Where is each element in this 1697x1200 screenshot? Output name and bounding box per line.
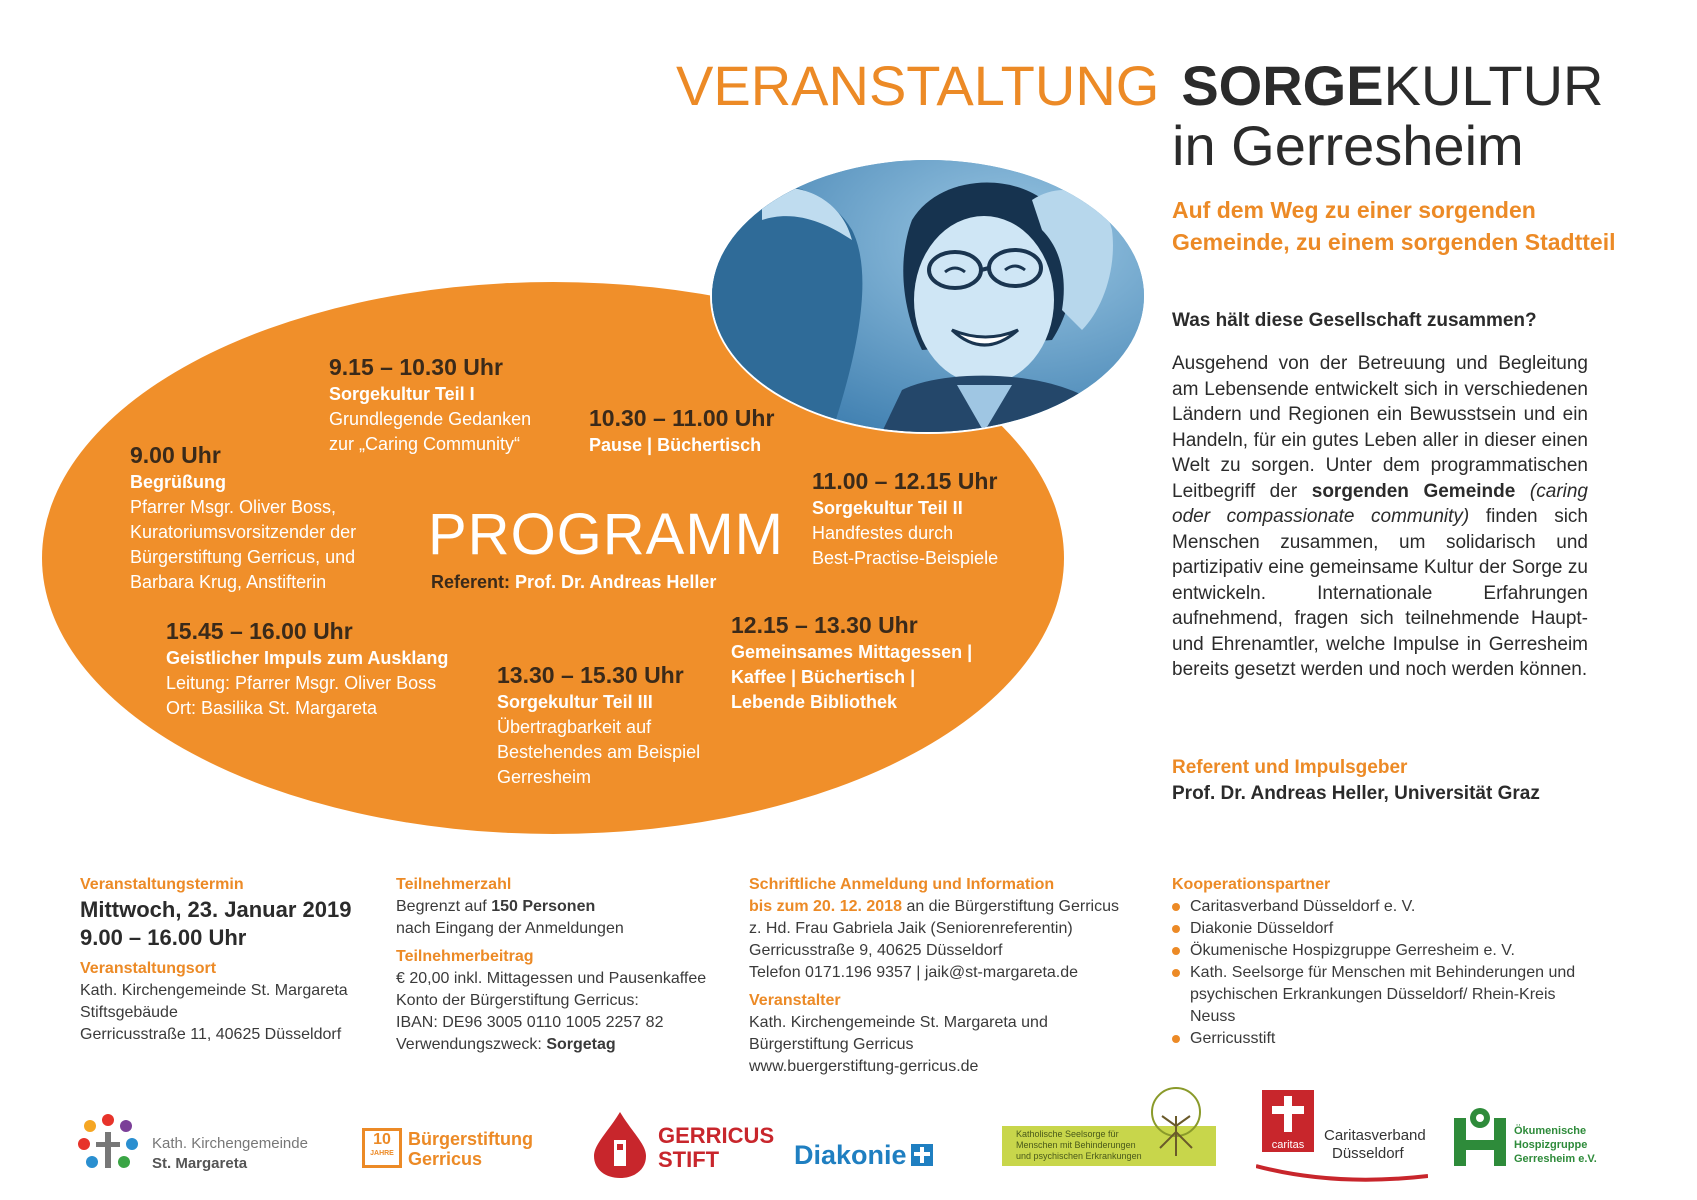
kirche-line-2: St. Margareta — [152, 1155, 248, 1172]
program-time: 12.15 – 13.30 Uhr — [731, 612, 918, 638]
gerricus-line-1: GERRICUS — [658, 1123, 775, 1148]
info-kooperation — [1172, 874, 1592, 1050]
program-line: zur „Caring Community“ — [329, 434, 521, 454]
program-line: Grundlegende Gedanken — [329, 409, 532, 429]
buerger-line-2: Gerricus — [408, 1149, 483, 1169]
anmeldung-line: z. Hd. Frau Gabriela Jaik (Seniorenreferentin) — [749, 920, 1073, 937]
koop-item: Ökumenische Hospizgruppe Gerresheim e. V. — [1172, 940, 1592, 962]
caritas-box — [1262, 1090, 1314, 1152]
anmeldung-rest: an die Bürgerstiftung Gerricus — [906, 898, 1119, 915]
referent-name: Prof. Dr. Andreas Heller — [515, 572, 717, 592]
program-subtitle: Lebende Bibliothek — [731, 692, 898, 712]
body-paragraph-3: Internationale Erfahrungen aufnehmend, fragen sich teilnehmende Haupt- und Ehrenamtler, welche Impulse in Gerresheim bereits gesetzt werden und noch werden können. — [1172, 582, 1588, 680]
subtitle — [1172, 194, 1615, 258]
zweck-label: Verwendungszweck: — [396, 1036, 542, 1053]
program-title: PROGRAMM — [428, 502, 784, 567]
veranstalter-line: Kath. Kirchengemeinde St. Margareta und — [749, 1014, 1048, 1031]
hospiz-line: Ökumenische — [1514, 1125, 1587, 1137]
ort-line: Kath. Kirchengemeinde St. Margareta — [80, 982, 348, 999]
program-subtitle: Begrüßung — [130, 472, 226, 492]
question-heading: Was hält diese Gesellschaft zusammen? — [1172, 310, 1537, 331]
buerger-badge-sub: JAHRE — [370, 1150, 394, 1157]
termin-date: Mittwoch, 23. Januar 2019 — [80, 897, 352, 922]
title-kultur: KULTUR — [1383, 54, 1604, 117]
gerricus-line-2: STIFT — [658, 1147, 720, 1172]
info-termin — [80, 874, 351, 1046]
beitrag-line: € 20,00 inkl. Mittagessen und Pausenkaffee — [396, 970, 707, 987]
program-subtitle: Geistlicher Impuls zum Ausklang — [166, 648, 449, 668]
anmeldung-deadline: bis zum 20. 12. 2018 — [749, 898, 902, 915]
buerger-badge — [362, 1128, 402, 1168]
gerricus-drop-icon — [592, 1112, 648, 1178]
program-time: 9.00 Uhr — [130, 442, 221, 468]
program-time: 11.00 – 12.15 Uhr — [812, 468, 998, 494]
anmeldung-line: Gerricusstraße 9, 40625 Düsseldorf — [749, 942, 1003, 959]
body-text — [1172, 351, 1588, 683]
zweck-value: Sorgetag — [546, 1036, 616, 1053]
seelsorge-line: und psychischen Erkrankungen — [1016, 1151, 1142, 1161]
program-subtitle: Sorgekultur Teil II — [812, 498, 963, 518]
diakonie-cross-icon — [911, 1144, 933, 1166]
caritas-line-1: Caritasverband — [1324, 1127, 1426, 1144]
title-veranstaltung: VERANSTALTUNG — [676, 54, 1160, 117]
kirche-line-1: Kath. Kirchengemeinde — [152, 1135, 308, 1152]
caritas-cross-icon — [1262, 1090, 1314, 1138]
anmeldung-line-1 — [749, 896, 1119, 918]
referent-heading: Referent und Impulsgeber — [1172, 757, 1408, 778]
program-subtitle: Pause | Büchertisch — [589, 435, 762, 455]
teilnehmer-heading: Teilnehmerzahl — [396, 876, 512, 893]
kirchengemeinde-icon — [76, 1110, 140, 1174]
program-line: Leitung: Pfarrer Msgr. Oliver Boss — [166, 673, 437, 693]
termin-heading: Veranstaltungstermin — [80, 876, 244, 893]
hospiz-line: Gerresheim e.V. — [1514, 1153, 1597, 1165]
veranstalter-link[interactable]: www.buergerstiftung-gerricus.de — [749, 1058, 979, 1075]
title-sorge: SORGE — [1181, 54, 1384, 117]
koop-item: Kath. Seelsorge für Menschen mit Behinderungen und psychischen Erkrankungen Düsseldorf/ Rhein-Kreis Neuss — [1172, 962, 1580, 1028]
program-subtitle: Kaffee | Büchertisch | — [731, 667, 916, 687]
info-teilnehmer — [396, 874, 706, 1056]
subtitle-line-2: Gemeinde, zu einem sorgenden Stadtteil — [1172, 229, 1616, 255]
beitrag-line: IBAN: DE96 3005 0110 1005 2257 82 — [396, 1014, 664, 1031]
program-time: 15.45 – 16.00 Uhr — [166, 618, 353, 644]
program-item-1 — [130, 440, 356, 595]
teilnehmer-line-1 — [396, 896, 706, 918]
program-subtitle: Sorgekultur Teil I — [329, 384, 475, 404]
logo-diakonie — [794, 1140, 933, 1170]
ort-line: Stiftsgebäude — [80, 1004, 178, 1021]
body-paragraph-2-bold: sorgenden Gemeinde — [1311, 480, 1516, 502]
koop-item: Diakonie Düsseldorf — [1172, 918, 1592, 940]
program-time: 13.30 – 15.30 Uhr — [497, 662, 684, 688]
body-paragraph-2-after: finden sich Menschen zusammen, um solidarisch und partizipativ eine gemeinsame Kultur der Sorge zu entwickeln. — [1172, 506, 1588, 604]
koop-heading: Kooperationspartner — [1172, 876, 1331, 893]
program-line: Kuratoriumsvorsitzender der — [130, 522, 357, 542]
beitrag-heading: Teilnehmerbeitrag — [396, 948, 534, 965]
portrait-photo — [712, 160, 1144, 432]
body-paragraph-1: Ausgehend von der Betreuung und Begleitung am Lebensende entwickelt sich in verschiedenen Ländern und Regionen ein Bewusstsein und ein Handeln, für ein gutes Leben aller in dieser einen Welt zu sorgen. — [1172, 353, 1588, 476]
koop-item: Gerricusstift — [1172, 1028, 1592, 1050]
seelsorge-text — [1016, 1129, 1142, 1162]
hospiz-text — [1514, 1124, 1597, 1166]
caritas-line-2: Düsseldorf — [1332, 1145, 1404, 1162]
program-subtitle: Gemeinsames Mittagessen | — [731, 642, 973, 662]
program-item-5 — [731, 610, 972, 715]
title-line-1 — [676, 54, 1604, 117]
program-item-3 — [589, 403, 774, 458]
body-paragraph-2-before: Unter dem programmatischen Leitbegriff der — [1172, 455, 1588, 502]
teilnehmer-count: 150 Personen — [491, 898, 596, 915]
program-line: Barbara Krug, Anstifterin — [130, 572, 327, 592]
anmeldung-line: Telefon 0171.196 9357 | jaik@st-margareta.de — [749, 964, 1079, 981]
title-line-2: in Gerresheim — [1172, 114, 1524, 177]
info-anmeldung — [749, 874, 1119, 1078]
program-line: Handfestes durch — [812, 523, 954, 543]
program-line: Ort: Basilika St. Margareta — [166, 698, 378, 718]
caritas-swoosh-icon — [1256, 1162, 1428, 1182]
diakonie-text: Diakonie — [794, 1140, 907, 1170]
hospiz-h-icon — [1454, 1104, 1506, 1166]
caritas-small: caritas — [1271, 1139, 1305, 1151]
hospiz-line: Hospizgruppe — [1514, 1139, 1588, 1151]
program-line: Übertragbarkeit auf — [497, 717, 652, 737]
koop-list — [1172, 896, 1592, 1050]
referent-label: Referent: — [431, 572, 511, 592]
seelsorge-line: Katholische Seelsorge für — [1016, 1129, 1119, 1139]
referent-name-full: Prof. Dr. Andreas Heller, Universität Graz — [1172, 783, 1540, 804]
program-line: Pfarrer Msgr. Oliver Boss, — [130, 497, 337, 517]
buerger-line-1: Bürgerstiftung — [408, 1129, 533, 1149]
program-item-6 — [497, 660, 700, 790]
program-item-4 — [812, 466, 998, 571]
ort-heading: Veranstaltungsort — [80, 960, 217, 977]
beitrag-line: Konto der Bürgerstiftung Gerricus: — [396, 992, 639, 1009]
program-time: 9.15 – 10.30 Uhr — [329, 354, 503, 380]
program-subtitle: Sorgekultur Teil III — [497, 692, 653, 712]
veranstalter-line: Bürgerstiftung Gerricus — [749, 1036, 914, 1053]
program-line: Best-Practise-Beispiele — [812, 548, 999, 568]
body-paragraph-2-italic: (caring oder compassionate community) — [1172, 480, 1588, 527]
program-line: Bürgerstiftung Gerricus, und — [130, 547, 356, 567]
program-line: Gerresheim — [497, 767, 592, 787]
program-item-7 — [166, 616, 448, 721]
program-referent — [431, 572, 716, 593]
buerger-badge-number: 10 — [373, 1131, 391, 1148]
koop-item: Caritasverband Düsseldorf e. V. — [1172, 896, 1592, 918]
program-item-2 — [329, 352, 531, 457]
teilnehmer-pre: Begrenzt auf — [396, 898, 487, 915]
anmeldung-heading: Schriftliche Anmeldung und Information — [749, 876, 1055, 893]
tree-icon — [1140, 1086, 1212, 1158]
subtitle-line-1: Auf dem Weg zu einer sorgenden — [1172, 197, 1536, 223]
termin-time: 9.00 – 16.00 Uhr — [80, 925, 247, 950]
seelsorge-line: Menschen mit Behinderungen — [1016, 1140, 1136, 1150]
ort-line: Gerricusstraße 11, 40625 Düsseldorf — [80, 1026, 342, 1043]
beitrag-zweck — [396, 1034, 706, 1056]
teilnehmer-line-2: nach Eingang der Anmeldungen — [396, 920, 624, 937]
veranstalter-heading: Veranstalter — [749, 992, 841, 1009]
program-time: 10.30 – 11.00 Uhr — [589, 405, 775, 431]
program-line: Bestehendes am Beispiel — [497, 742, 701, 762]
